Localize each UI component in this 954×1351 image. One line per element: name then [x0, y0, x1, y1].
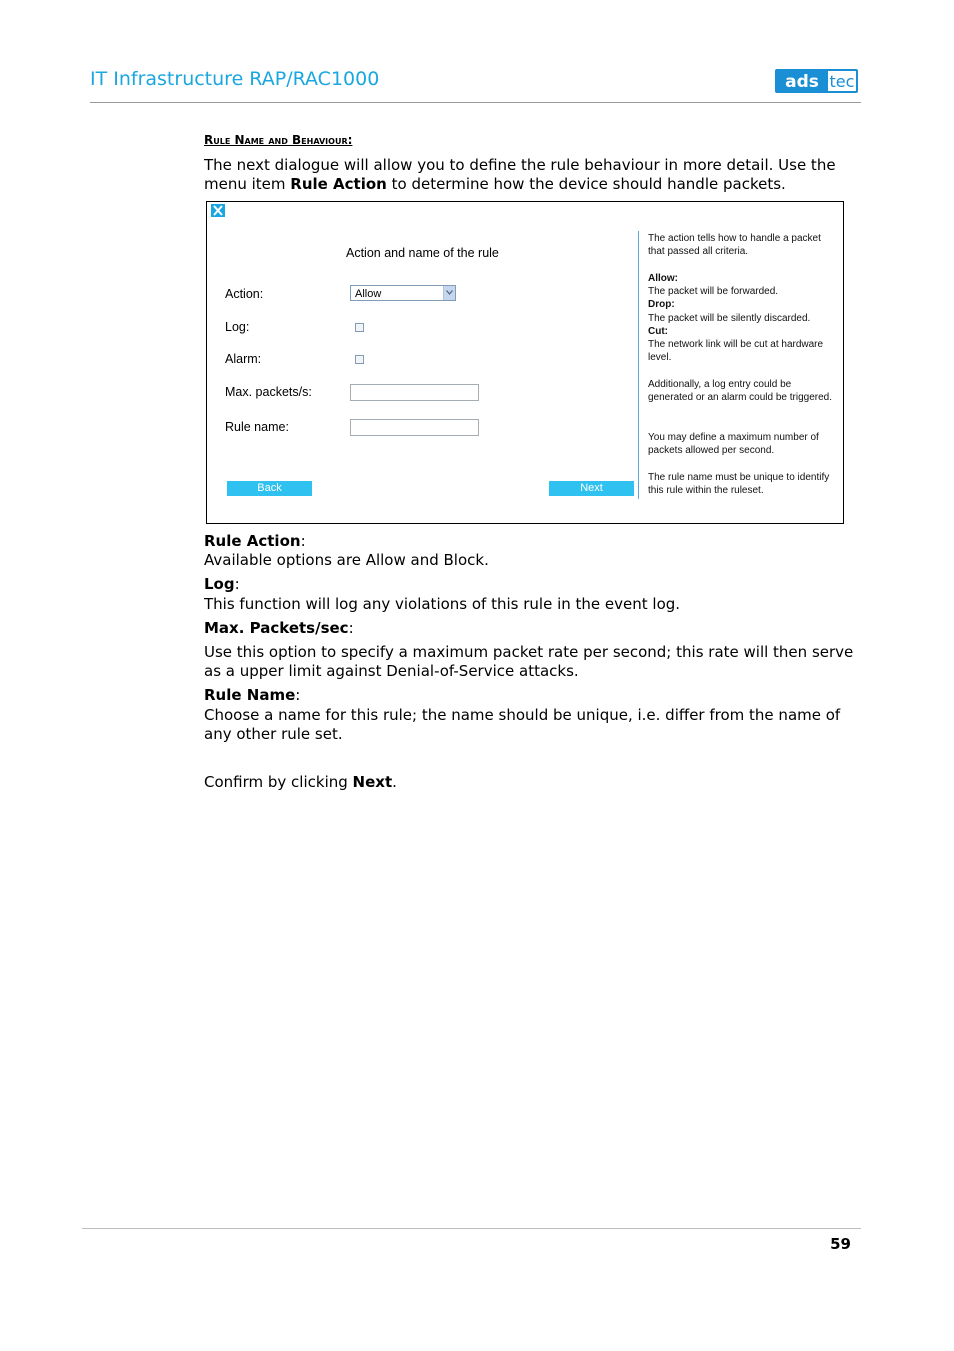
colon: : — [234, 575, 240, 593]
help-allow-desc: The packet will be forwarded. — [648, 286, 779, 298]
intro-text-2: to determine how the device should handle packets. — [386, 175, 786, 193]
intro-bold: Rule Action — [290, 175, 387, 193]
help-cut-desc: The network link will be cut at hardware level. — [648, 339, 824, 364]
adstec-logo — [775, 69, 858, 93]
log-checkbox[interactable] — [355, 323, 364, 332]
rule-action-term-text: Rule Action — [204, 532, 301, 550]
action-label: Action: — [225, 287, 264, 301]
colon: : — [300, 532, 306, 550]
alarm-checkbox[interactable] — [355, 355, 364, 364]
intro-text-1: The next dialogue will allow you to define the rule behaviour in more detail. Use the menu item — [204, 156, 836, 193]
help-cut-term: Cut: — [648, 325, 668, 337]
rule-name-desc: Choose a name for this rule; the name should be unique, i.e. differ from the name of any other rule set. — [204, 706, 841, 743]
action-select[interactable] — [350, 285, 456, 301]
help-allow-term: Allow: — [648, 273, 678, 284]
next-button[interactable]: Next — [549, 481, 634, 496]
help-text-action: The action tells how to handle a packet that passed all criteria. — [648, 233, 821, 258]
log-desc: This function will log any violations of this rule in the event log. — [204, 595, 681, 613]
alarm-label: Alarm: — [225, 352, 262, 366]
max-packets-term-text: Max. Packets/sec — [204, 619, 349, 637]
rule-name-label: Rule name: — [225, 420, 289, 434]
help-drop-term: Drop: — [648, 299, 675, 311]
help-divider — [638, 231, 639, 499]
confirm-line — [204, 773, 856, 792]
log-term-text: Log — [204, 575, 235, 593]
max-packets-input[interactable] — [350, 384, 479, 401]
help-text-log: Additionally, a log entry could be generated or an alarm could be triggered. — [648, 379, 833, 404]
logo-text-ads: ads — [785, 72, 819, 92]
section-heading: Rule Name and Behaviour: — [204, 133, 353, 147]
max-packets-desc: Use this option to specify a maximum packet rate per second; this rate will then serve as a upper limit against Denial-of-Service attacks. — [204, 643, 854, 680]
footer-divider — [82, 1228, 861, 1229]
log-term — [204, 575, 240, 593]
confirm-bold: Next — [352, 773, 393, 791]
header-divider — [90, 102, 861, 103]
chevron-down-icon[interactable] — [443, 286, 455, 300]
log-label: Log: — [225, 320, 250, 334]
max-packets-label: Max. packets/s: — [225, 385, 312, 399]
help-definitions — [648, 272, 838, 364]
max-packets-term — [204, 619, 354, 637]
rule-action-desc: Available options are Allow and Block. — [204, 551, 489, 569]
rule-action-term — [204, 532, 306, 550]
back-button[interactable]: Back — [227, 481, 312, 496]
intro-paragraph — [204, 156, 856, 194]
colon: : — [295, 686, 301, 704]
action-select-value: Allow — [355, 288, 382, 300]
page-number: 59 — [830, 1235, 851, 1253]
close-icon[interactable] — [211, 204, 225, 217]
confirm-end: . — [392, 773, 397, 791]
confirm-text: Confirm by clicking — [204, 773, 353, 791]
logo-text-tec: tec — [829, 72, 855, 91]
document-title: IT Infrastructure RAP/RAC1000 — [90, 68, 380, 90]
colon: : — [348, 619, 354, 637]
help-text-max: You may define a maximum number of packets allowed per second. — [648, 432, 819, 457]
rule-name-term — [204, 686, 300, 704]
help-drop-desc: The packet will be silently discarded. — [648, 312, 811, 324]
rule-dialog-screenshot — [206, 201, 844, 524]
help-text-name: The rule name must be unique to identify this rule within the ruleset. — [648, 472, 830, 497]
dialog-title: Action and name of the rule — [346, 246, 499, 260]
logo-graphic — [775, 69, 858, 93]
rule-name-input[interactable] — [350, 419, 479, 436]
rule-name-term-text: Rule Name — [204, 686, 296, 704]
